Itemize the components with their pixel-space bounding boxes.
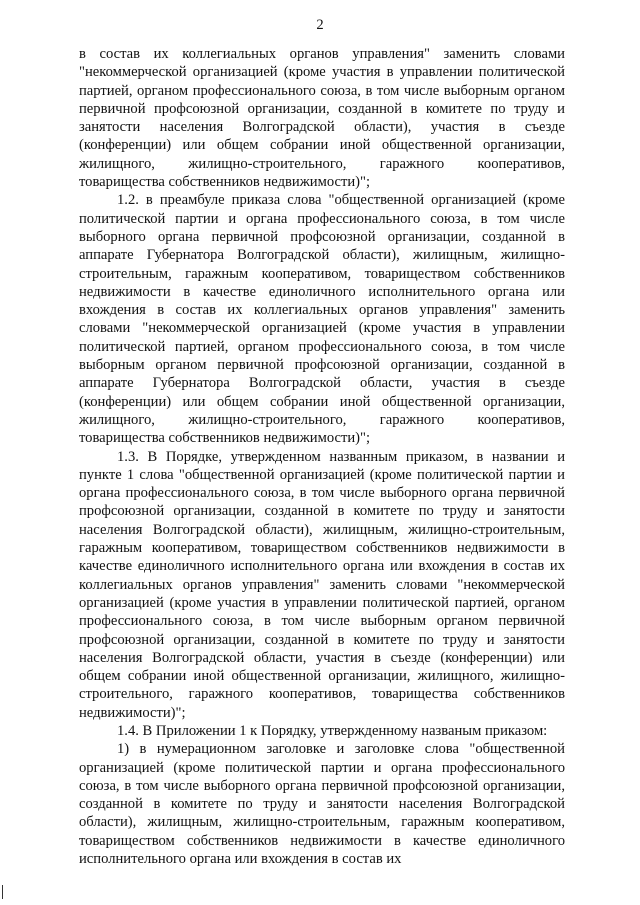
document-body bbox=[79, 45, 565, 868]
paragraph-continuation: в состав их коллегиальных органов управления" заменить словами "некоммерческой организацией (кроме участия в управлении политической партией, органом профессионального союза, в том числе выборным органом первичной профсоюзной организации, созданной в комитете по труду и занятости населения Волгоградской области), участия в съезде (конференции) или общем собрании иной общественной организации, жилищного, жилищно-строительного, гаражного кооперативов, товарищества собственников недвижимости)"; bbox=[79, 46, 565, 191]
paragraph-1-2: 1.2. в преамбуле приказа слова "общественной организацией (кроме политической партии и органа профессионального союза, в том числе выборного органа первичной профсоюзной организации, созданной в аппарате Губернатора Волгоградской области), жилищным, жилищно-строительным, гаражным кооперативом, товариществом собственников недвижимости в качестве единоличного исполнительного органа или вхождения в состав их коллегиальных органов управления" заменить словами "некоммерческой организацией (кроме участия в управлении политической партией, органом профессионального союза, в том числе выборным органом первичной профсоюзной организации, созданной в аппарате Губернатора Волгоградской области, участия в съезде (конференции) или общем собрании иной общественной организации, жилищного, жилищно-строительного, гаражного кооперативов, товарищества собственников недвижимости)"; bbox=[79, 192, 565, 447]
page-number: 2 bbox=[316, 17, 324, 33]
paragraph-1-3: 1.3. В Порядке, утвержденном названным приказом, в названии и пункте 1 слова "общественной организацией (кроме политической партии и органа профессионального союза, в том числе выборного органа первичной профсоюзной организации, созданной в комитете по труду и занятости населения Волгоградской области), жилищным, жилищно-строительным, гаражным кооперативом, товариществом собственников недвижимости в качестве единоличного исполнительного органа или вхождения в состав их коллегиальных органов управления" заменить словами "некоммерческой организацией (кроме участия в управлении политической партией, органом профессионального союза, в том числе выборным органом первичной профсоюзной организации, созданной в комитете по труду и занятости населения Волгоградской области, участия в съезде (конференции) или общем собрании иной общественной организации, жилищного, жилищно-строительного, гаражного кооперативов, товарищества собственников недвижимости)"; bbox=[79, 448, 565, 721]
margin-scan-mark bbox=[2, 885, 3, 899]
paragraph-1-4: 1.4. В Приложении 1 к Порядку, утвержденному названым приказом: bbox=[117, 722, 548, 739]
paragraph-1-4-item-1: 1) в нумерационном заголовке и заголовке слова "общественной организацией (кроме политической партии и органа профессионального союза, в том числе выборного органа первичной профсоюзной организации, созданной в комитете по труду и занятости населения Волгоградской области), жилищным, жилищно-строительным, гаражным кооперативом, товариществом собственников недвижимости в качестве единоличного исполнительного органа или вхождения в состав их bbox=[79, 741, 565, 868]
